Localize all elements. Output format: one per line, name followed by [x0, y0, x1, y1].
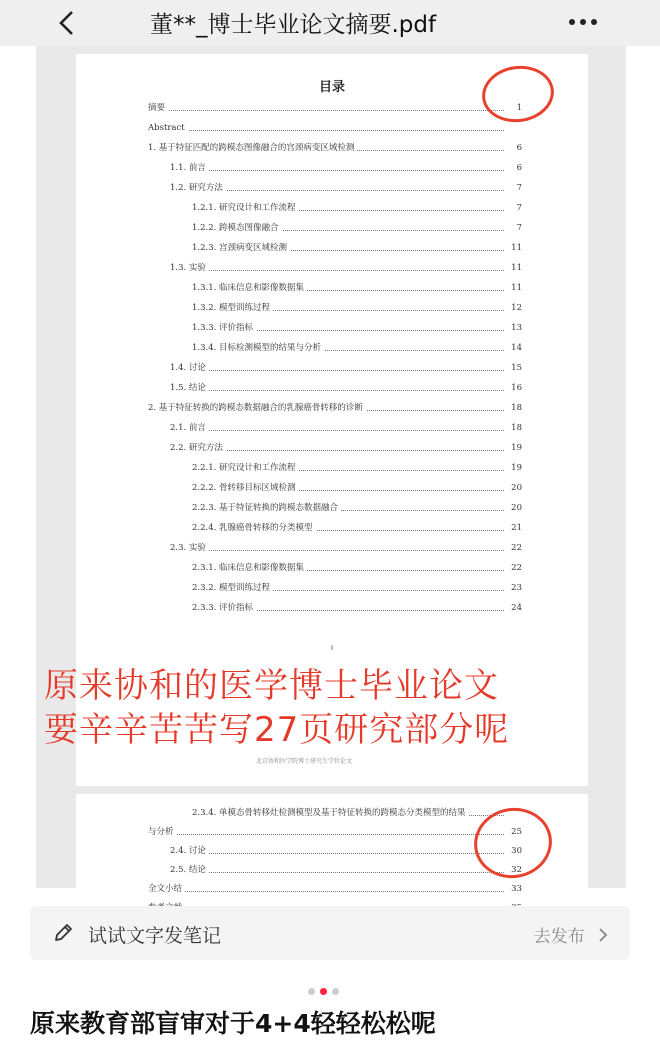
- toc-entry-text: 2.2.2. 骨转移目标区域检测: [192, 481, 299, 495]
- toc-entry: [192, 281, 522, 295]
- toc-entry: [148, 121, 522, 135]
- toc-entry: [148, 101, 522, 115]
- toc-entry: [192, 201, 522, 215]
- pagination-dot[interactable]: [320, 988, 327, 995]
- toc-entry-text: 1.3.3. 评价指标: [192, 321, 256, 335]
- toc-dot-leader: [148, 891, 504, 892]
- toc-dot-leader: [148, 834, 504, 835]
- toc-entry: [170, 863, 522, 877]
- publish-button[interactable]: [534, 922, 608, 947]
- toc-entry: [170, 541, 522, 555]
- document-title: 董**_博士毕业论文摘要.pdf: [150, 12, 437, 38]
- toc-entry-text: 2.2.4. 乳腺癌骨转移的分类模型: [192, 521, 316, 535]
- toc-entry-page: 30: [506, 844, 522, 858]
- toc-entry-text: 2.2. 研究方法: [170, 441, 226, 455]
- note-input-bar[interactable]: [30, 906, 630, 960]
- overlay-caption: [44, 664, 644, 752]
- toc-entry: [192, 341, 522, 355]
- toc-entry-page: 22: [506, 561, 522, 575]
- toc-entry-text: 2. 基于特征转换的跨模态数据融合的乳腺癌骨转移的诊断: [148, 401, 366, 415]
- page-footer: 北京协和医学院博士研究生学位论文: [256, 758, 353, 765]
- toc-entry-text: 1.3.2. 模型训练过程: [192, 301, 273, 315]
- toc-entry-page: 22: [506, 541, 522, 555]
- toc-entry-text: 2.1. 前言: [170, 421, 209, 435]
- toc-entry-page: 6: [506, 161, 522, 175]
- toc-entry-text: 1.3. 实验: [170, 261, 209, 275]
- toc-entry-page: 11: [506, 261, 522, 275]
- toc-entry-text: 1.2. 研究方法: [170, 181, 226, 195]
- pagination-dot[interactable]: [308, 988, 315, 995]
- caption-line-2: 要辛辛苦苦写27页研究部分呢: [44, 710, 510, 750]
- pagination-dot[interactable]: [332, 988, 339, 995]
- toc-entry-page: 7: [506, 201, 522, 215]
- toc-entry-text: 2.4. 讨论: [170, 844, 209, 858]
- toc-entry-page: 15: [506, 361, 522, 375]
- toc-entry-text: 1.2.3. 宫颈病变区域检测: [192, 241, 290, 255]
- caption-line-1: 原来协和的医学博士毕业论文: [44, 666, 499, 706]
- chevron-right-icon: [598, 928, 608, 942]
- toc-entry-page: 25: [506, 825, 522, 839]
- toc-entry-text: 1.2.1. 研究设计和工作流程: [192, 201, 299, 215]
- toc-entry-text: 1.2.2. 跨模态图像融合: [192, 221, 282, 235]
- toc-dot-leader: [170, 270, 504, 271]
- toc-dot-leader: [170, 853, 504, 854]
- toc-entry-page: 18: [506, 401, 522, 415]
- toc-entry-page: 7: [506, 181, 522, 195]
- toc-entry-page: 13: [506, 321, 522, 335]
- toc-entry: [148, 401, 522, 415]
- toc-entry: [148, 141, 522, 155]
- toc-entry-page: 23: [506, 581, 522, 595]
- toc-entry: [170, 161, 522, 175]
- toc-entry: [170, 381, 522, 395]
- toc-entry: [148, 882, 522, 896]
- toc-entry: [192, 461, 522, 475]
- toc-entry-text: 摘要: [148, 101, 168, 115]
- toc-dot-leader: [170, 170, 504, 171]
- toc-entry-text: Abstract: [148, 121, 188, 135]
- toc-entry: [192, 481, 522, 495]
- toc-entry: [192, 601, 522, 615]
- toc-title: 目录: [318, 80, 345, 95]
- toc-entry-text: 1.3.4. 目标检测模型的结果与分析: [192, 341, 324, 355]
- toc-entry-page: 20: [506, 481, 522, 495]
- toc-entry-text: 1.1. 前言: [170, 161, 209, 175]
- note-label: 试试文字发笔记: [88, 925, 222, 947]
- toc-entry: [170, 181, 522, 195]
- toc-dot-leader: [170, 430, 504, 431]
- more-dots-icon[interactable]: [566, 12, 600, 32]
- toc-entry: [192, 521, 522, 535]
- toc-entry-text: 1. 基于特征匹配的跨模态图像融合的宫颈病变区域检测: [148, 141, 357, 155]
- toc-entry-page: 7: [506, 221, 522, 235]
- toc-entry-page: 1: [506, 101, 522, 115]
- toc-entry-page: 6: [506, 141, 522, 155]
- post-title: 原来教育部盲审对于4+4轻轻松松呢: [30, 1009, 436, 1038]
- publish-label: 去发布: [533, 927, 585, 947]
- toc-entry: [170, 441, 522, 455]
- toc-entry: [170, 844, 522, 858]
- toc-entry-text: 1.4. 讨论: [170, 361, 209, 375]
- toc-entry: [192, 221, 522, 235]
- page-number: I: [330, 644, 334, 652]
- toc-entry: [192, 561, 522, 575]
- toc-entry: [170, 361, 522, 375]
- toc-entry: [192, 321, 522, 335]
- pdf-viewer[interactable]: [36, 46, 626, 894]
- toc-dot-leader: [170, 370, 504, 371]
- toc-entry-page: 18: [506, 421, 522, 435]
- toc-entry-page: 11: [506, 241, 522, 255]
- toc-entry-page: 11: [506, 281, 522, 295]
- toc-entry-page: 16: [506, 381, 522, 395]
- toc-entry-text: 1.3.1. 临床信息和影像数据集: [192, 281, 307, 295]
- toc-entry-text: 2.2.1. 研究设计和工作流程: [192, 461, 299, 475]
- toc-entry-text: 2.3.3. 评价指标: [192, 601, 256, 615]
- toc-entry-text: 与分析: [148, 825, 177, 839]
- toc-entry: [170, 261, 522, 275]
- toc-entry-page: 33: [506, 882, 522, 896]
- toc-entry-text: 1.5. 结论: [170, 381, 209, 395]
- toc-entry: [192, 241, 522, 255]
- toc-entry-text: 全文小结: [148, 882, 185, 896]
- toc-dot-leader: [148, 130, 504, 131]
- toc-entry-text: 2.3. 实验: [170, 541, 209, 555]
- toc-dot-leader: [170, 550, 504, 551]
- toc-entry-page: 19: [506, 441, 522, 455]
- toc-entry-page: 19: [506, 461, 522, 475]
- toc-entry-page: 20: [506, 501, 522, 515]
- toc-dot-leader: [170, 872, 504, 873]
- toc-entry-text: 2.3.4. 单模态骨转移灶检测模型及基于特征转换的跨模态分类模型的结果: [192, 806, 469, 820]
- toc-entry: [170, 421, 522, 435]
- toc-entry-page: 21: [506, 521, 522, 535]
- back-chevron-icon[interactable]: [52, 8, 82, 38]
- toc-entry-page: 24: [506, 601, 522, 615]
- pen-icon: [52, 922, 74, 944]
- toc-entry-page: 12: [506, 301, 522, 315]
- toc-entry-page: 14: [506, 341, 522, 355]
- image-pagination: [308, 980, 344, 999]
- toc-entry-text: 2.5. 结论: [170, 863, 209, 877]
- toc-entry-text: 2.2.3. 基于特征转换的跨模态数据融合: [192, 501, 341, 515]
- toc-entry: [192, 806, 522, 820]
- toc-entry: [192, 301, 522, 315]
- toc-dot-leader: [148, 110, 504, 111]
- toc-dot-leader: [170, 390, 504, 391]
- toc-entry: [192, 581, 522, 595]
- top-bar: [0, 0, 660, 46]
- toc-entry-text: 2.3.2. 模型训练过程: [192, 581, 273, 595]
- toc-entry: [192, 501, 522, 515]
- toc-entry-text: 2.3.1. 临床信息和影像数据集: [192, 561, 307, 575]
- toc-entry: [148, 825, 522, 839]
- toc-entry-page: 32: [506, 863, 522, 877]
